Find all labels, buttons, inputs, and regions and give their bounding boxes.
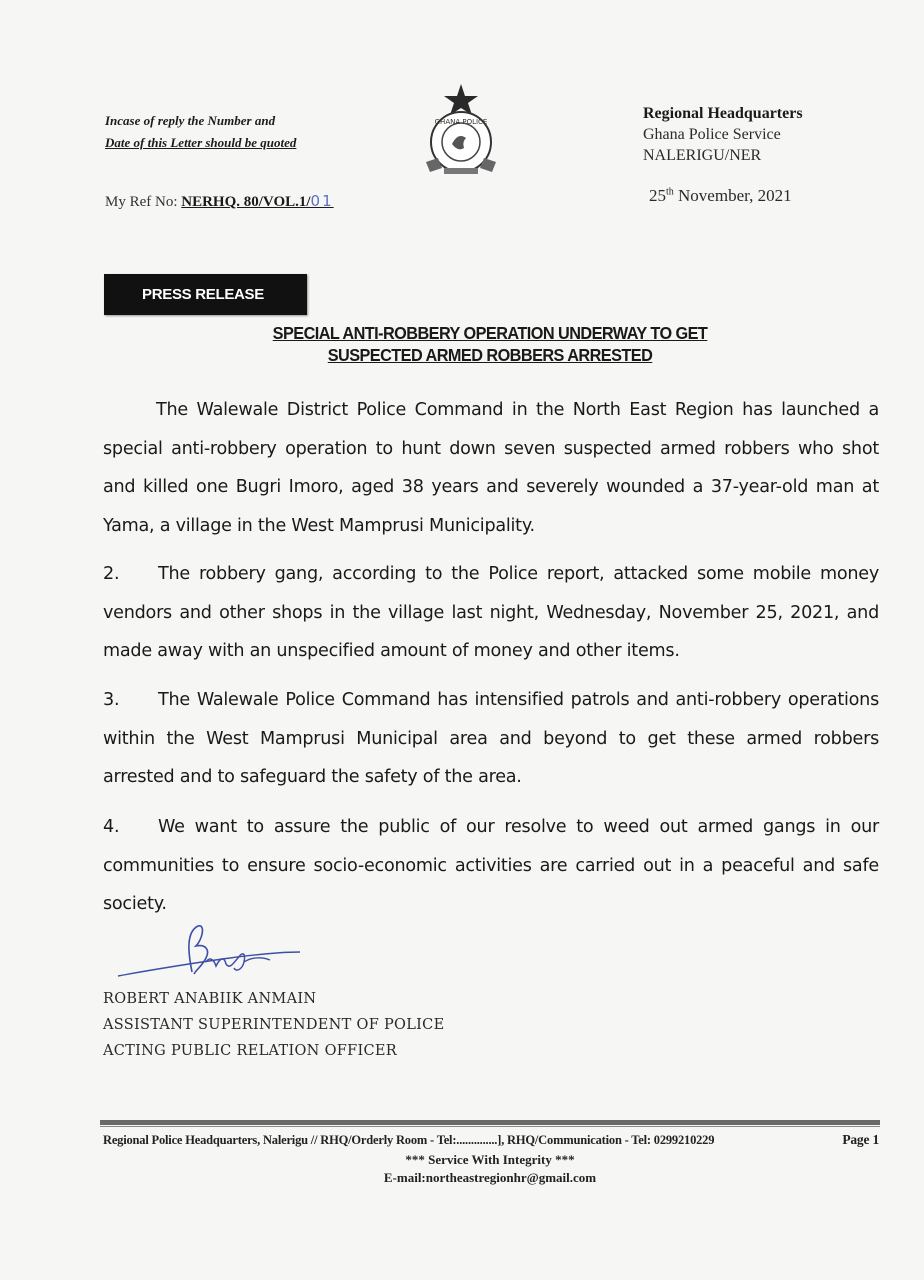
paragraph-number: 3.: [103, 690, 120, 710]
date-suffix: th: [666, 186, 674, 198]
ref-label: My Ref No:: [105, 194, 178, 210]
ref-handwritten: 01: [310, 192, 334, 210]
paragraph-text: The Walewale Police Command has intensified patrols and anti-robbery operations within the West Mamprusi Municipal area and beyond to get these armed robbers arrested and to safeguard the safety of the area.: [103, 690, 879, 787]
footer-contact: [103, 1133, 883, 1148]
paragraph-number: 4.: [103, 817, 120, 837]
crest-text: GHANA POLICE: [434, 118, 488, 126]
paragraph-text: The robbery gang, according to the Police report, attacked some mobile money vendors and other shops in the village last night, Wednesday, November 25, 2021, and made away with an unspecified amount of money and other items.: [103, 564, 879, 661]
date-day: 25: [649, 186, 666, 205]
press-release-label: PRESS RELEASE: [104, 274, 307, 315]
date-rest: November, 2021: [673, 186, 792, 205]
paragraph-4: [103, 808, 879, 924]
paragraph-number: 2.: [103, 564, 120, 584]
letter-date: [649, 186, 792, 206]
paragraph-2: [103, 555, 879, 671]
footer-motto: *** Service With Integrity ***: [405, 1152, 575, 1167]
hq-line2: Ghana Police Service: [643, 126, 781, 143]
signatory-block: [103, 986, 444, 1064]
paragraph-text: The Walewale District Police Command in the North East Region has launched a special anti-robbery operation to hunt down seven suspected armed robbers who shot and killed one Bugri Imoro, aged 38 years and severely wounded a 37-year-old man at Yama, a village in the West Mamprusi Municipality.: [103, 400, 879, 536]
footer-divider: [100, 1120, 880, 1125]
ghana-police-crest-icon: [418, 82, 504, 182]
reply-instruction-line2: Date of this Letter should be quoted: [105, 135, 297, 150]
paragraph-text: We want to assure the public of our resolve to weed out armed gangs in our communities to ensure socio-economic activities are carried out in a peaceful and safe society.: [103, 817, 879, 914]
page-number: Page 1: [842, 1132, 879, 1147]
reply-instruction: [105, 110, 296, 154]
hq-line1: Regional Headquarters: [643, 105, 803, 122]
signatory-name: ROBERT ANABIIK ANMAIN: [103, 991, 317, 1007]
paragraph-1: [103, 391, 879, 545]
headquarters-address: [643, 103, 803, 166]
paragraph-3: [103, 681, 879, 797]
ref-value: NERHQ. 80/VOL.1/: [181, 194, 311, 210]
footer-email: E-mail:northeastregionhr@gmail.com: [383, 1170, 597, 1185]
signature-icon: [110, 922, 310, 984]
reference-number: [105, 192, 334, 211]
footer-divider-thin: [100, 1126, 880, 1127]
headline-line2: SUSPECTED ARMED ROBBERS ARRESTED: [327, 345, 653, 365]
footer-contact-text: Regional Police Headquarters, Nalerigu // RHQ/Orderly Room - Tel:..............], RHQ/Communication - Tel: 0299210229: [103, 1133, 715, 1147]
headline: [174, 322, 806, 366]
signatory-role: ACTING PUBLIC RELATION OFFICER: [103, 1043, 398, 1059]
signatory-rank: ASSISTANT SUPERINTENDENT OF POLICE: [103, 1017, 445, 1033]
hq-line3: NALERIGU/NER: [643, 147, 762, 164]
reply-instruction-line1: Incase of reply the Number and: [105, 113, 276, 128]
headline-line1: SPECIAL ANTI-ROBBERY OPERATION UNDERWAY TO GET: [272, 323, 708, 343]
